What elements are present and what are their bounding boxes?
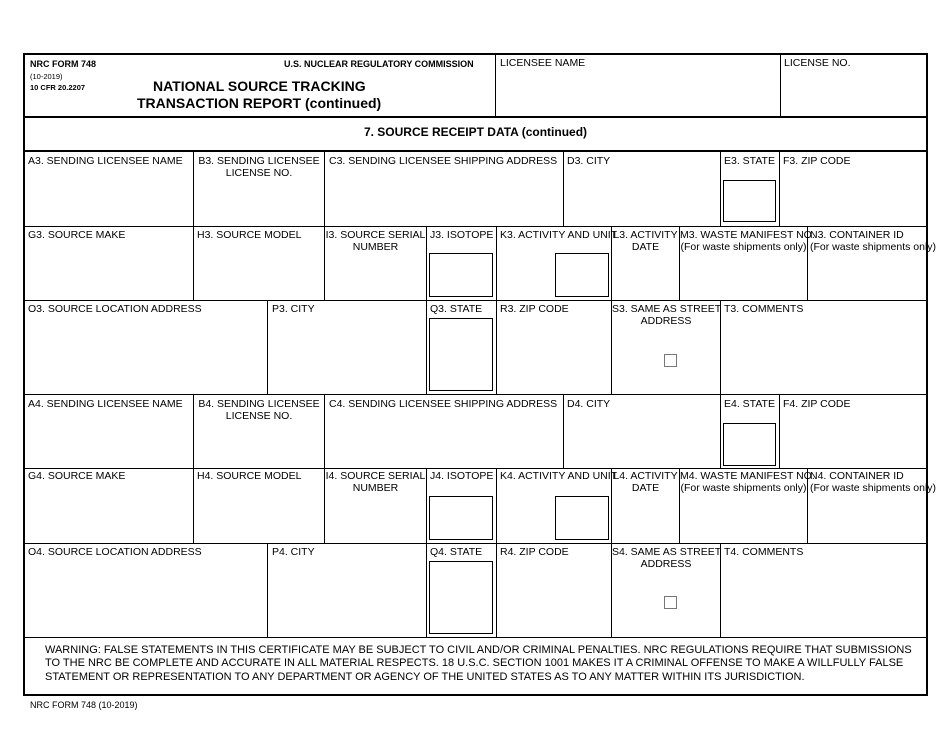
g4r2-div-k <box>496 469 497 543</box>
g3r2-div-h <box>193 227 194 300</box>
g3-comments-label: T3. COMMENTS <box>724 303 804 315</box>
g3-row3-rule <box>24 394 927 395</box>
g3r1-div-c <box>324 151 325 226</box>
g3r1-div-d <box>563 151 564 226</box>
cfr-reference: 10 CFR 20.2207 <box>30 83 86 92</box>
g4-isotope-input[interactable] <box>429 496 493 540</box>
license-no-field[interactable] <box>782 70 926 115</box>
license-no-label: LICENSE NO. <box>784 57 851 69</box>
g4-source-model-label: H4. SOURCE MODEL <box>197 470 302 482</box>
g3-zip-label: F3. ZIP CODE <box>783 155 851 167</box>
g4-state-input[interactable] <box>723 423 776 466</box>
g3-sending-license-label: B3. SENDING LICENSEE LICENSE NO. <box>198 155 320 179</box>
g4-serial-label: I4. SOURCE SERIAL NUMBER <box>325 470 426 494</box>
g4-loc-state-input[interactable] <box>429 561 493 634</box>
g3-activity-unit-label: K3. ACTIVITY AND UNIT <box>500 229 618 241</box>
g3-activity-unit-input[interactable] <box>555 253 609 297</box>
warning-statement: WARNING: FALSE STATEMENTS IN THIS CERTIFICATE MAY BE SUBJECT TO CIVIL AND/OR CRIMINAL PENALTIES. NRC REGULATIONS REQUIRE THAT SUBMISSIONS TO THE NRC BE COMPLETE AND ACCURATE IN ALL MATERIAL RESPECTS. 18 U.S.C. SECTION 1001 MAKES IT A CRIMINAL OFFENSE TO MAKE A WILLFULLY FALSE STATEMENT OR REPRESENTATION TO ANY DEPARTMENT OR AGENCY OF THE UNITED STATES AS TO ANY MATTER WITHIN ITS JURISDICTION. <box>45 644 912 683</box>
g4-location-address-label: O4. SOURCE LOCATION ADDRESS <box>28 546 202 558</box>
g4r1-div-f <box>779 395 780 468</box>
header-bottom-rule <box>24 116 927 118</box>
g4-source-make-label: G4. SOURCE MAKE <box>28 470 126 482</box>
section-bottom-rule <box>24 150 927 152</box>
g3-activity-date-label: L3. ACTIVITY DATE <box>613 229 678 253</box>
g4-activity-date-label: L4. ACTIVITY DATE <box>613 470 678 494</box>
g4-loc-city-label: P4. CITY <box>272 546 315 558</box>
g4-sending-name-label: A4. SENDING LICENSEE NAME <box>28 398 183 410</box>
g3-container-label: N3. CONTAINER ID (For waste shipments only) <box>810 229 937 253</box>
g3r3-div-r <box>496 301 497 394</box>
g3-state-label: E3. STATE <box>724 155 775 167</box>
g3-state-input[interactable] <box>723 180 776 222</box>
form-title-line2: TRANSACTION REPORT (continued) <box>137 95 382 111</box>
g4-row2-rule <box>24 543 927 544</box>
header-divider-1 <box>495 54 496 116</box>
licensee-name-label: LICENSEE NAME <box>500 57 586 69</box>
g3-manifest-label: M3. WASTE MANIFEST NO. (For waste shipments only) <box>680 229 815 253</box>
g3-loc-zip-label: R3. ZIP CODE <box>500 303 569 315</box>
g3-location-address-label: O3. SOURCE LOCATION ADDRESS <box>28 303 202 315</box>
g4-loc-state-label: Q4. STATE <box>430 546 483 558</box>
g3-row2-rule <box>24 300 927 301</box>
footer-form-number: NRC FORM 748 (10-2019) <box>30 700 138 710</box>
g3-loc-city-label: P3. CITY <box>272 303 315 315</box>
g4r3-div-q <box>426 544 427 637</box>
g3-serial-label: I3. SOURCE SERIAL NUMBER <box>325 229 426 253</box>
g3-isotope-input[interactable] <box>429 253 493 297</box>
g4-comments-label: T4. COMMENTS <box>724 546 804 558</box>
form-number: NRC FORM 748 <box>30 59 97 69</box>
g3-same-address-checkbox[interactable] <box>664 354 677 367</box>
g3-isotope-label: J3. ISOTOPE <box>430 229 494 241</box>
g3-same-address-label: S3. SAME AS STREET ADDRESS <box>612 303 722 327</box>
g3r2-div-k <box>496 227 497 300</box>
g4-manifest-label: M4. WASTE MANIFEST NO. (For waste shipments only) <box>680 470 815 494</box>
g4-container-label: N4. CONTAINER ID (For waste shipments only) <box>810 470 937 494</box>
g4-row3-rule <box>24 637 927 638</box>
g3-shipping-address-label: C3. SENDING LICENSEE SHIPPING ADDRESS <box>329 155 558 167</box>
g4-activity-unit-label: K4. ACTIVITY AND UNIT <box>500 470 618 482</box>
form-title-line1: NATIONAL SOURCE TRACKING <box>153 78 366 94</box>
g4-same-address-checkbox[interactable] <box>664 596 677 609</box>
agency-name: U.S. NUCLEAR REGULATORY COMMISSION <box>284 59 474 69</box>
g3r2-div-j <box>426 227 427 300</box>
licensee-name-field[interactable] <box>497 70 779 115</box>
g4-activity-unit-input[interactable] <box>555 496 609 540</box>
g3r1-div-f <box>779 151 780 226</box>
g3-source-make-label: G3. SOURCE MAKE <box>28 229 126 241</box>
g3r1-div-e <box>720 151 721 226</box>
g4r2-div-j <box>426 469 427 543</box>
g3r3-div-p <box>267 301 268 394</box>
g4r3-div-r <box>496 544 497 637</box>
g3-row1-rule <box>24 226 927 227</box>
g3-source-model-label: H3. SOURCE MODEL <box>197 229 302 241</box>
g4-same-address-label: S4. SAME AS STREET ADDRESS <box>612 546 722 570</box>
g4-loc-zip-label: R4. ZIP CODE <box>500 546 569 558</box>
form-revision: (10-2019) <box>30 72 63 81</box>
g4-city-label: D4. CITY <box>567 398 611 410</box>
g3r3-div-q <box>426 301 427 394</box>
g3-loc-state-label: Q3. STATE <box>430 303 483 315</box>
g3-sending-name-label: A3. SENDING LICENSEE NAME <box>28 155 183 167</box>
g4r2-div-h <box>193 469 194 543</box>
g4r1-div-e <box>720 395 721 468</box>
g4r1-div-c <box>324 395 325 468</box>
g4r3-div-p <box>267 544 268 637</box>
g4-sending-license-label: B4. SENDING LICENSEE LICENSE NO. <box>198 398 320 422</box>
g3-loc-state-input[interactable] <box>429 318 493 391</box>
section-title: 7. SOURCE RECEIPT DATA (continued) <box>363 125 588 139</box>
g4-zip-label: F4. ZIP CODE <box>783 398 851 410</box>
g4-shipping-address-label: C4. SENDING LICENSEE SHIPPING ADDRESS <box>329 398 558 410</box>
g3-city-label: D3. CITY <box>567 155 611 167</box>
g4-state-label: E4. STATE <box>724 398 775 410</box>
g4r1-div-d <box>563 395 564 468</box>
g4-isotope-label: J4. ISOTOPE <box>430 470 494 482</box>
g4-row1-rule <box>24 468 927 469</box>
header-divider-2 <box>780 54 781 116</box>
